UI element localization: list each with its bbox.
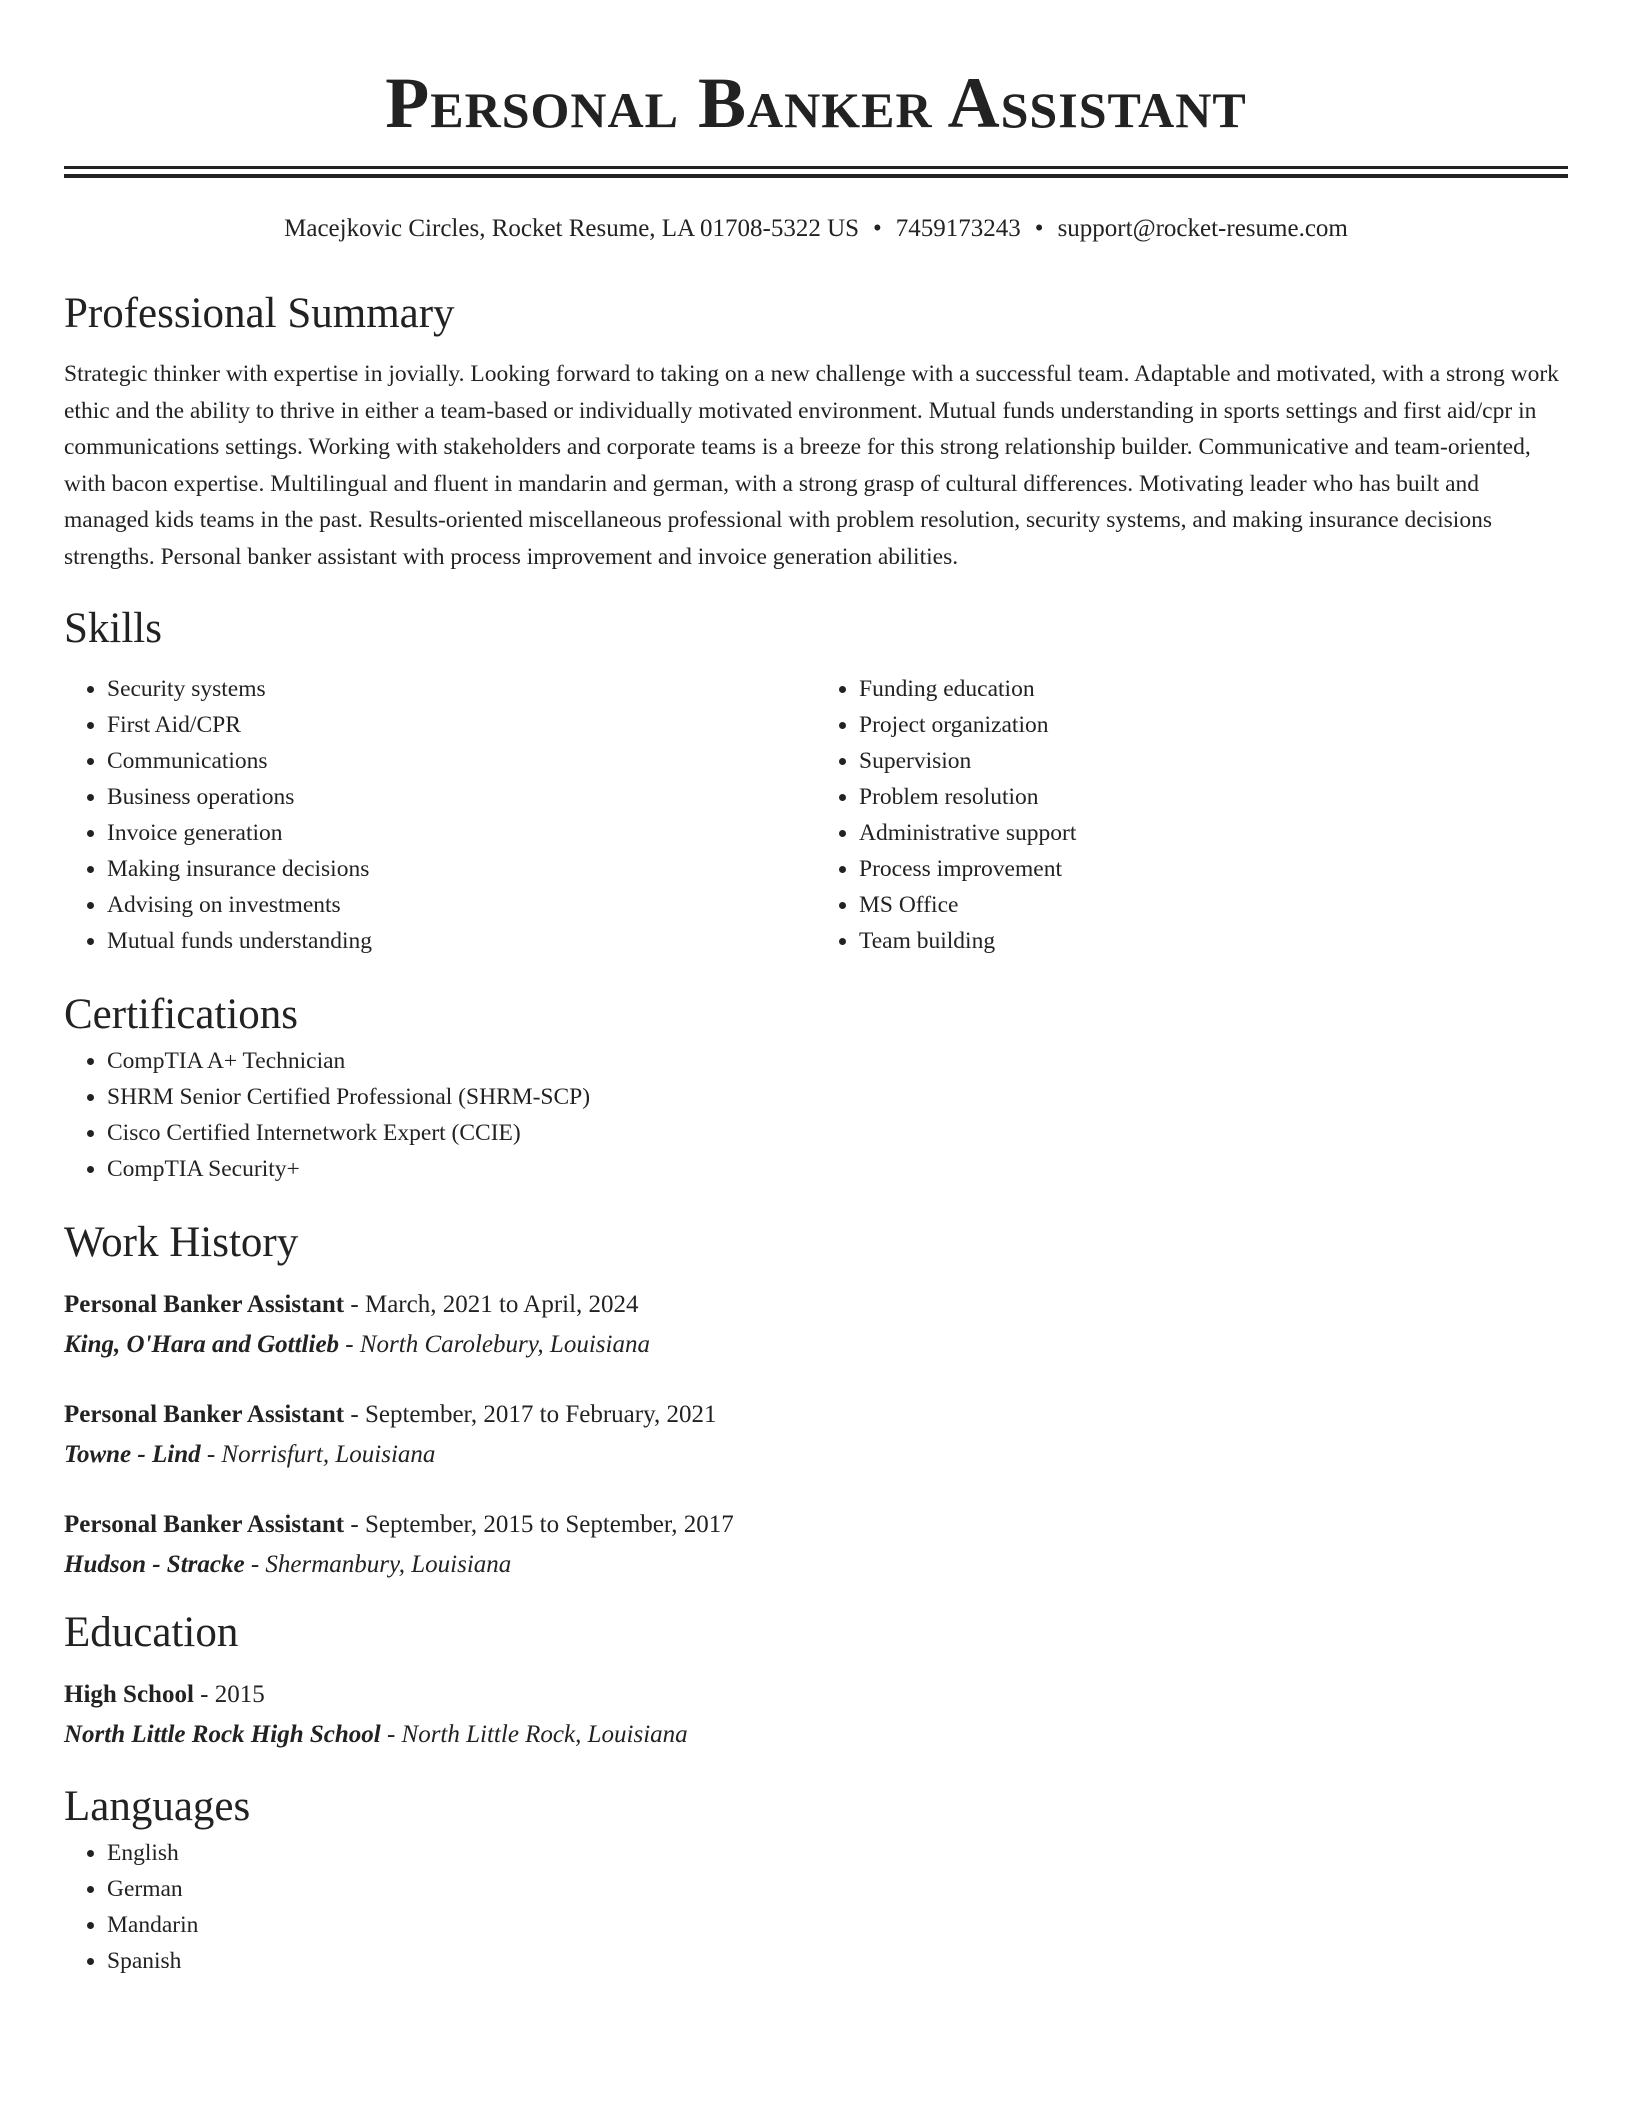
language-item: • Spanish: [107, 1943, 1568, 1979]
summary-text: Strategic thinker with expertise in jovially. Looking forward to taking on a new challenge with a successful team. Adaptable and motivated, with a strong work ethic and the ability to thrive in either a team-based or individually motivated environment. Mutual funds understanding in sports settings and first aid/cpr in communications settings. Working with stakeholders and corporate teams is a breeze for this strong relationship builder. Communicative and team-oriented, with bacon expertise. Multilingual and fluent in mandarin and german, with a strong grasp of cultural differences. Motivating leader who has built and managed kids teams in the past. Results-oriented miscellaneous professional with problem resolution, security systems, and making insurance decisions strengths. Personal banker assistant with process improvement and invoice generation abilities.: [64, 361, 1559, 570]
skill-item: • MS Office: [859, 887, 1568, 923]
skills-columns: [64, 671, 1568, 959]
skill-item: • Process improvement: [859, 851, 1568, 887]
education-degree: High School: [64, 1681, 194, 1708]
education-year: - 2015: [193, 1681, 265, 1708]
certification-item: • CompTIA A+ Technician: [107, 1043, 1568, 1079]
skill-item: • Invoice generation: [107, 815, 816, 851]
skill-item: • Mutual funds understanding: [107, 923, 816, 959]
job-role: Personal Banker Assistant: [64, 1401, 345, 1428]
job-title-line: [64, 1395, 1568, 1435]
job-company: King, O'Hara and Gottlieb: [64, 1331, 340, 1358]
certifications-list: [64, 1043, 1568, 1187]
job-company-line: [64, 1435, 1568, 1475]
job-title-line: [64, 1505, 1568, 1545]
job-location: - North Carolebury, Louisiana: [339, 1331, 650, 1358]
job-company: Hudson - Stracke: [64, 1551, 245, 1578]
job-dates: - September, 2015 to September, 2017: [344, 1511, 734, 1538]
job-company-line: [64, 1325, 1568, 1365]
languages-heading: Languages: [64, 1783, 251, 1830]
skills-heading: Skills: [64, 605, 162, 652]
job-role: Personal Banker Assistant: [64, 1511, 345, 1538]
education-school-line: [64, 1715, 1568, 1755]
education-school: North Little Rock High School: [64, 1721, 381, 1748]
certification-item: • CompTIA Security+: [107, 1151, 1568, 1187]
job-title-line: [64, 1285, 1568, 1325]
skill-item: • Funding education: [859, 671, 1568, 707]
job-company: Towne - Lind: [64, 1441, 201, 1468]
certification-item: • SHRM Senior Certified Professional (SHRM-SCP): [107, 1079, 1568, 1115]
skills-list-right: [816, 671, 1568, 959]
skill-item: • Team building: [859, 923, 1568, 959]
skill-item: • Business operations: [107, 779, 816, 815]
skill-item: • Supervision: [859, 743, 1568, 779]
contact-separator: •: [873, 215, 882, 242]
contact-email: support@rocket-resume.com: [1057, 215, 1348, 242]
skill-item: • Project organization: [859, 707, 1568, 743]
job-company-line: [64, 1545, 1568, 1585]
job-entry: [64, 1395, 1568, 1475]
education-degree-line: [64, 1675, 1568, 1715]
summary-heading: Professional Summary: [64, 290, 455, 337]
job-location: - Shermanbury, Louisiana: [244, 1551, 512, 1578]
skill-item: • Administrative support: [859, 815, 1568, 851]
contact-phone: 7459173243: [895, 215, 1021, 242]
certifications-heading: Certifications: [64, 991, 299, 1038]
languages-list: [64, 1835, 1568, 1979]
job-role: Personal Banker Assistant: [64, 1291, 345, 1318]
job-dates: - March, 2021 to April, 2024: [344, 1291, 639, 1318]
skill-item: • Advising on investments: [107, 887, 816, 923]
job-dates: - September, 2017 to February, 2021: [344, 1401, 717, 1428]
skill-item: • Communications: [107, 743, 816, 779]
job-entry: [64, 1285, 1568, 1365]
education-entry: [64, 1675, 1568, 1755]
work-history-heading: Work History: [64, 1219, 299, 1266]
contact-line: [64, 212, 1568, 246]
skill-item: • Making insurance decisions: [107, 851, 816, 887]
job-entry: [64, 1505, 1568, 1585]
language-item: • German: [107, 1871, 1568, 1907]
contact-address: Macejkovic Circles, Rocket Resume, LA 01708-5322 US: [284, 215, 860, 242]
contact-separator: •: [1034, 215, 1044, 242]
resume-name: Personal Banker Assistant: [385, 63, 1247, 143]
header-divider: [64, 166, 1568, 178]
certification-item: • Cisco Certified Internetwork Expert (CCIE): [107, 1115, 1568, 1151]
skills-list-left: [64, 671, 816, 959]
education-location: - North Little Rock, Louisiana: [380, 1721, 688, 1748]
language-item: • Mandarin: [107, 1907, 1568, 1943]
skill-item: • Problem resolution: [859, 779, 1568, 815]
job-location: - Norrisfurt, Louisiana: [200, 1441, 436, 1468]
skill-item: • First Aid/CPR: [107, 707, 816, 743]
education-heading: Education: [64, 1609, 239, 1656]
skill-item: • Security systems: [107, 671, 816, 707]
language-item: • English: [107, 1835, 1568, 1871]
